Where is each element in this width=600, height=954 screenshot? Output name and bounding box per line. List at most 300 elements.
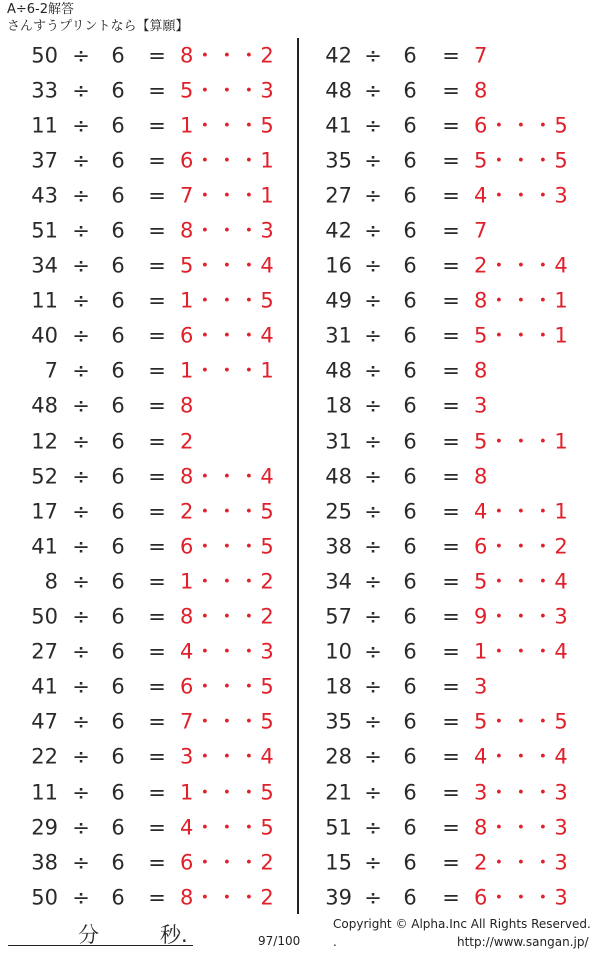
answer: 4・・・4	[474, 744, 569, 769]
dividend: 27	[325, 183, 352, 208]
divide-sign: ÷	[364, 288, 382, 313]
answer: 6・・・4	[180, 323, 275, 348]
divisor: 6	[111, 358, 125, 383]
divisor: 6	[111, 499, 125, 524]
answer: 1・・・5	[180, 288, 275, 313]
problem-row	[300, 213, 590, 248]
dividend: 48	[325, 464, 352, 489]
problem-row	[0, 319, 290, 354]
answer: 8	[474, 358, 489, 383]
problem-row	[0, 249, 290, 284]
dividend: 49	[325, 288, 352, 313]
answer: 3	[474, 674, 489, 699]
answer: 4・・・3	[180, 639, 275, 664]
divide-sign: ÷	[364, 850, 382, 875]
equals-sign: =	[442, 393, 460, 418]
divisor: 6	[403, 850, 417, 875]
divide-sign: ÷	[364, 674, 382, 699]
problem-row	[300, 424, 590, 459]
answer: 4・・・5	[180, 815, 275, 840]
divide-sign: ÷	[72, 218, 90, 243]
problem-row	[300, 389, 590, 424]
divisor: 6	[403, 43, 417, 68]
divisor: 6	[403, 464, 417, 489]
equals-sign: =	[442, 78, 460, 103]
equals-sign: =	[148, 815, 166, 840]
divisor: 6	[403, 674, 417, 699]
divisor: 6	[403, 780, 417, 805]
answer: 1・・・1	[180, 358, 275, 383]
problem-row	[300, 354, 590, 389]
equals-sign: =	[148, 43, 166, 68]
divide-sign: ÷	[364, 253, 382, 278]
problem-row	[300, 459, 590, 494]
equals-sign: =	[442, 780, 460, 805]
problem-row	[300, 38, 590, 73]
problem-row	[300, 284, 590, 319]
problem-row	[300, 635, 590, 670]
answer: 6・・・5	[180, 674, 275, 699]
answer: 5・・・4	[180, 253, 275, 278]
equals-sign: =	[442, 709, 460, 734]
answer: 9・・・3	[474, 604, 569, 629]
answer: 8・・・4	[180, 464, 275, 489]
divisor: 6	[111, 183, 125, 208]
footer-dot: .	[333, 935, 337, 949]
divisor: 6	[111, 744, 125, 769]
dividend: 38	[325, 534, 352, 559]
problem-row	[300, 529, 590, 564]
dividend: 35	[325, 709, 352, 734]
problem-row	[300, 845, 590, 880]
problem-row	[300, 600, 590, 635]
copyright-text: Copyright © Alpha.Inc All Rights Reserved.	[333, 917, 591, 931]
divisor: 6	[403, 709, 417, 734]
divide-sign: ÷	[72, 78, 90, 103]
equals-sign: =	[148, 253, 166, 278]
divisor: 6	[111, 850, 125, 875]
answer: 8・・・1	[474, 288, 569, 313]
column-divider	[297, 38, 299, 914]
equals-sign: =	[442, 885, 460, 910]
answer: 8・・・3	[180, 218, 275, 243]
equals-sign: =	[442, 288, 460, 313]
divide-sign: ÷	[364, 358, 382, 383]
problem-row	[300, 705, 590, 740]
divide-sign: ÷	[364, 78, 382, 103]
divide-sign: ÷	[72, 358, 90, 383]
divisor: 6	[403, 604, 417, 629]
divide-sign: ÷	[72, 43, 90, 68]
equals-sign: =	[148, 148, 166, 173]
answer: 5・・・1	[474, 429, 569, 454]
equals-sign: =	[148, 429, 166, 454]
divisor: 6	[403, 744, 417, 769]
problem-row	[0, 564, 290, 599]
divisor: 6	[403, 288, 417, 313]
dividend: 16	[325, 253, 352, 278]
problem-row	[0, 389, 290, 424]
equals-sign: =	[148, 780, 166, 805]
equals-sign: =	[148, 674, 166, 699]
equals-sign: =	[442, 218, 460, 243]
equals-sign: =	[442, 674, 460, 699]
divide-sign: ÷	[364, 499, 382, 524]
equals-sign: =	[148, 358, 166, 383]
equals-sign: =	[442, 183, 460, 208]
equals-sign: =	[442, 43, 460, 68]
problem-row	[300, 564, 590, 599]
answer: 8	[180, 393, 195, 418]
problem-row	[0, 459, 290, 494]
divisor: 6	[111, 604, 125, 629]
equals-sign: =	[148, 639, 166, 664]
answer: 4・・・3	[474, 183, 569, 208]
problem-row	[0, 213, 290, 248]
answer: 7・・・5	[180, 709, 275, 734]
answer: 5・・・4	[474, 569, 569, 594]
problem-row	[300, 178, 590, 213]
problem-row	[0, 635, 290, 670]
divide-sign: ÷	[72, 709, 90, 734]
problem-row	[0, 143, 290, 178]
problem-row	[0, 284, 290, 319]
answer: 8	[474, 464, 489, 489]
dividend: 48	[325, 78, 352, 103]
divide-sign: ÷	[72, 569, 90, 594]
minutes-label: 分	[78, 923, 99, 947]
divisor: 6	[111, 885, 125, 910]
dividend: 27	[31, 639, 58, 664]
divide-sign: ÷	[364, 148, 382, 173]
problem-row	[0, 494, 290, 529]
page-number: 97/100	[258, 934, 301, 948]
dividend: 38	[31, 850, 58, 875]
equals-sign: =	[148, 464, 166, 489]
divide-sign: ÷	[364, 113, 382, 138]
divide-sign: ÷	[364, 534, 382, 559]
answer: 7	[474, 43, 489, 68]
divide-sign: ÷	[364, 429, 382, 454]
equals-sign: =	[148, 744, 166, 769]
divide-sign: ÷	[72, 393, 90, 418]
divide-sign: ÷	[364, 604, 382, 629]
divide-sign: ÷	[72, 534, 90, 559]
divisor: 6	[111, 253, 125, 278]
dividend: 43	[31, 183, 58, 208]
equals-sign: =	[442, 429, 460, 454]
divisor: 6	[403, 148, 417, 173]
dividend: 31	[325, 323, 352, 348]
dividend: 8	[44, 569, 58, 594]
dividend: 7	[44, 358, 58, 383]
divide-sign: ÷	[72, 113, 90, 138]
equals-sign: =	[148, 885, 166, 910]
dividend: 35	[325, 148, 352, 173]
divisor: 6	[403, 253, 417, 278]
equals-sign: =	[148, 78, 166, 103]
answer: 6・・・2	[474, 534, 569, 559]
divisor: 6	[403, 113, 417, 138]
answer: 6・・・2	[180, 850, 275, 875]
divisor: 6	[403, 358, 417, 383]
divisor: 6	[403, 815, 417, 840]
problem-row	[0, 424, 290, 459]
divide-sign: ÷	[72, 288, 90, 313]
dividend: 51	[325, 815, 352, 840]
divisor: 6	[111, 780, 125, 805]
equals-sign: =	[148, 393, 166, 418]
problem-row	[0, 73, 290, 108]
equals-sign: =	[148, 218, 166, 243]
dividend: 10	[325, 639, 352, 664]
divisor: 6	[403, 218, 417, 243]
page-title: A÷6-2解答	[7, 2, 75, 17]
seconds-label: 秒.	[160, 923, 188, 947]
problem-row	[0, 740, 290, 775]
problem-row	[300, 73, 590, 108]
divisor: 6	[403, 323, 417, 348]
problem-row	[0, 529, 290, 564]
divide-sign: ÷	[364, 323, 382, 348]
equals-sign: =	[442, 253, 460, 278]
divide-sign: ÷	[72, 148, 90, 173]
problem-row	[300, 143, 590, 178]
equals-sign: =	[442, 148, 460, 173]
answer: 5・・・3	[180, 78, 275, 103]
divide-sign: ÷	[72, 429, 90, 454]
divisor: 6	[111, 569, 125, 594]
dividend: 29	[31, 815, 58, 840]
divide-sign: ÷	[72, 850, 90, 875]
divide-sign: ÷	[364, 815, 382, 840]
dividend: 18	[325, 393, 352, 418]
equals-sign: =	[148, 113, 166, 138]
problem-row	[300, 108, 590, 143]
answer: 2・・・4	[474, 253, 569, 278]
dividend: 31	[325, 429, 352, 454]
problem-row	[300, 319, 590, 354]
dividend: 52	[31, 464, 58, 489]
problem-row	[0, 775, 290, 810]
problem-row	[0, 38, 290, 73]
equals-sign: =	[442, 850, 460, 875]
dividend: 11	[31, 288, 58, 313]
dividend: 50	[31, 604, 58, 629]
divide-sign: ÷	[364, 393, 382, 418]
divide-sign: ÷	[72, 885, 90, 910]
divisor: 6	[111, 148, 125, 173]
divisor: 6	[111, 815, 125, 840]
dividend: 41	[31, 534, 58, 559]
divide-sign: ÷	[364, 464, 382, 489]
answer: 1・・・2	[180, 569, 275, 594]
answer: 1・・・5	[180, 113, 275, 138]
divide-sign: ÷	[364, 183, 382, 208]
answer: 6・・・5	[180, 534, 275, 559]
divide-sign: ÷	[364, 885, 382, 910]
divide-sign: ÷	[364, 780, 382, 805]
equals-sign: =	[442, 744, 460, 769]
answer: 5・・・1	[474, 323, 569, 348]
dividend: 41	[325, 113, 352, 138]
answer: 8・・・2	[180, 604, 275, 629]
dividend: 50	[31, 43, 58, 68]
divisor: 6	[403, 393, 417, 418]
answer: 2・・・5	[180, 499, 275, 524]
dividend: 15	[325, 850, 352, 875]
problem-row	[0, 670, 290, 705]
equals-sign: =	[442, 358, 460, 383]
equals-sign: =	[442, 534, 460, 559]
equals-sign: =	[148, 709, 166, 734]
divide-sign: ÷	[72, 815, 90, 840]
divisor: 6	[111, 288, 125, 313]
problem-row	[0, 600, 290, 635]
answer: 6・・・5	[474, 113, 569, 138]
divide-sign: ÷	[72, 253, 90, 278]
divisor: 6	[111, 709, 125, 734]
divisor: 6	[111, 534, 125, 559]
dividend: 21	[325, 780, 352, 805]
divide-sign: ÷	[72, 674, 90, 699]
problem-row	[300, 494, 590, 529]
divide-sign: ÷	[364, 43, 382, 68]
problem-row	[0, 810, 290, 845]
equals-sign: =	[442, 499, 460, 524]
answer: 8・・・2	[180, 885, 275, 910]
dividend: 12	[31, 429, 58, 454]
answer: 1・・・5	[180, 780, 275, 805]
problem-row	[0, 108, 290, 143]
divisor: 6	[111, 674, 125, 699]
divide-sign: ÷	[72, 499, 90, 524]
dividend: 25	[325, 499, 352, 524]
dividend: 40	[31, 323, 58, 348]
dividend: 48	[31, 393, 58, 418]
answer: 8	[474, 78, 489, 103]
problem-row	[300, 670, 590, 705]
problem-row	[0, 178, 290, 213]
divisor: 6	[403, 885, 417, 910]
divisor: 6	[403, 569, 417, 594]
divisor: 6	[111, 78, 125, 103]
divisor: 6	[403, 534, 417, 559]
dividend: 17	[31, 499, 58, 524]
answer: 5・・・5	[474, 709, 569, 734]
dividend: 37	[31, 148, 58, 173]
problem-row	[300, 775, 590, 810]
divisor: 6	[111, 464, 125, 489]
dividend: 51	[31, 218, 58, 243]
divide-sign: ÷	[72, 323, 90, 348]
problem-row	[0, 705, 290, 740]
divide-sign: ÷	[72, 464, 90, 489]
divide-sign: ÷	[72, 604, 90, 629]
equals-sign: =	[442, 815, 460, 840]
divisor: 6	[111, 639, 125, 664]
divide-sign: ÷	[364, 639, 382, 664]
answer: 3・・・3	[474, 780, 569, 805]
divide-sign: ÷	[364, 569, 382, 594]
divide-sign: ÷	[364, 709, 382, 734]
divisor: 6	[403, 183, 417, 208]
equals-sign: =	[148, 499, 166, 524]
answer: 4・・・1	[474, 499, 569, 524]
dividend: 42	[325, 43, 352, 68]
dividend: 34	[31, 253, 58, 278]
divide-sign: ÷	[72, 183, 90, 208]
problem-row	[300, 740, 590, 775]
divide-sign: ÷	[364, 744, 382, 769]
site-url: http://www.sangan.jp/	[457, 935, 589, 949]
answer: 5・・・5	[474, 148, 569, 173]
divide-sign: ÷	[72, 780, 90, 805]
answer: 3・・・4	[180, 744, 275, 769]
divisor: 6	[111, 113, 125, 138]
answer: 7・・・1	[180, 183, 275, 208]
equals-sign: =	[148, 183, 166, 208]
equals-sign: =	[442, 323, 460, 348]
equals-sign: =	[148, 850, 166, 875]
dividend: 41	[31, 674, 58, 699]
dividend: 28	[325, 744, 352, 769]
dividend: 42	[325, 218, 352, 243]
divisor: 6	[403, 499, 417, 524]
dividend: 11	[31, 780, 58, 805]
dividend: 48	[325, 358, 352, 383]
problem-row	[300, 810, 590, 845]
dividend: 57	[325, 604, 352, 629]
dividend: 33	[31, 78, 58, 103]
equals-sign: =	[442, 639, 460, 664]
answer: 2	[180, 429, 195, 454]
dividend: 34	[325, 569, 352, 594]
answer: 6・・・3	[474, 885, 569, 910]
equals-sign: =	[442, 569, 460, 594]
divisor: 6	[403, 429, 417, 454]
dividend: 18	[325, 674, 352, 699]
dividend: 22	[31, 744, 58, 769]
right-problem-column	[300, 38, 590, 915]
equals-sign: =	[148, 288, 166, 313]
answer: 2・・・3	[474, 850, 569, 875]
divisor: 6	[111, 393, 125, 418]
problem-row	[0, 880, 290, 915]
left-problem-column	[0, 38, 290, 915]
dividend: 50	[31, 885, 58, 910]
divide-sign: ÷	[72, 744, 90, 769]
equals-sign: =	[148, 323, 166, 348]
dividend: 39	[325, 885, 352, 910]
dividend: 47	[31, 709, 58, 734]
time-record-field	[8, 917, 193, 946]
problem-row	[0, 354, 290, 389]
divide-sign: ÷	[72, 639, 90, 664]
equals-sign: =	[148, 604, 166, 629]
equals-sign: =	[442, 113, 460, 138]
problem-row	[0, 845, 290, 880]
divisor: 6	[111, 429, 125, 454]
equals-sign: =	[442, 604, 460, 629]
equals-sign: =	[148, 569, 166, 594]
problem-row	[300, 880, 590, 915]
dividend: 11	[31, 113, 58, 138]
page-subtitle: さんすうプリントなら【算願】	[7, 19, 189, 34]
answer: 8・・・2	[180, 43, 275, 68]
divisor: 6	[111, 218, 125, 243]
divisor: 6	[111, 43, 125, 68]
